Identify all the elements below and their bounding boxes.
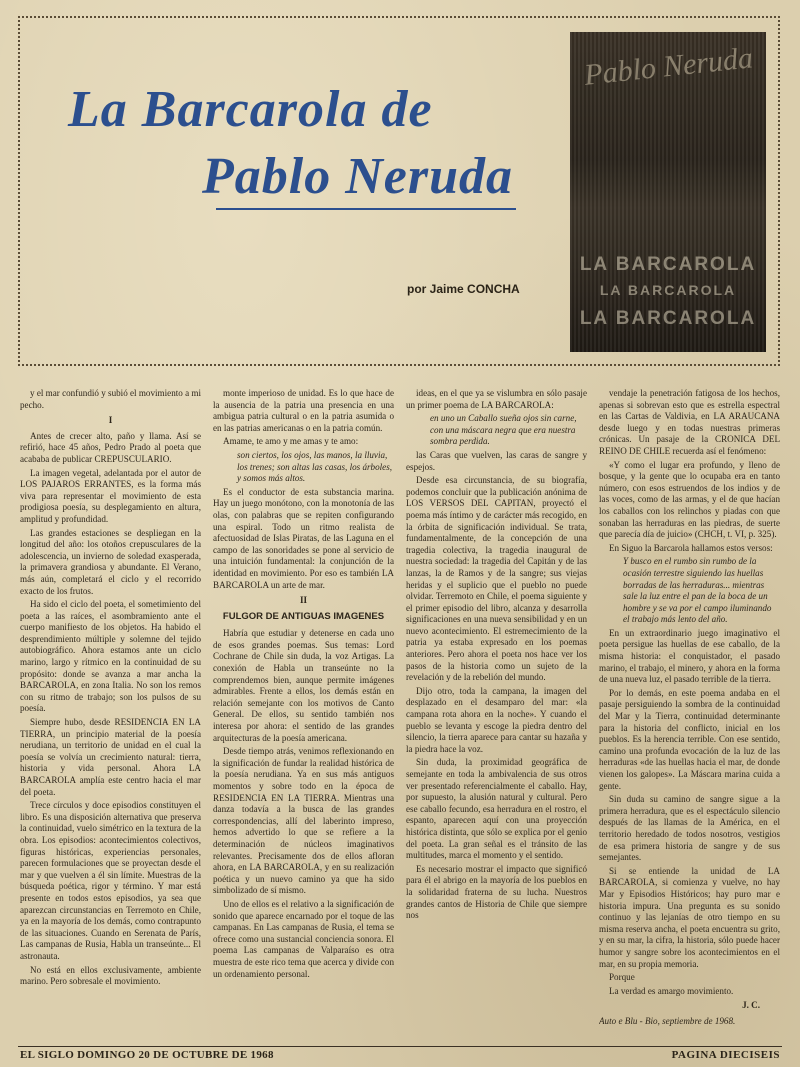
paragraph: Ha sido el ciclo del poeta, el sometimiento del poeta a las raíces, el asombramiento ante el cuerpo manifiesto de los objetos. Ha habido el desprendimiento múltiple y solemne del tejido autobiográfico. Ahora estamos ante un ciclo marino, largo y rítmico en la continuidad de su propósito: donde se avanza a mar ancha la BARCAROLA, en zona Italia. No son los remos con su ritmo de trabajo; son los pulsos de su poesía. <box>20 599 201 714</box>
footer-page-number: PAGINA DIECISEIS <box>671 1049 780 1061</box>
section-title: FULGOR DE ANTIGUAS IMAGENES <box>222 610 385 622</box>
paragraph: y el mar confundió y subió el movimiento a mi pecho. <box>20 388 201 410</box>
article-title-line-1: La Barcarola de <box>68 81 433 138</box>
paragraph: Desde esa circunstancia, de su biografía, podemos concluir que la publicación anónima de LOS VERSOS DEL CAPITAN, proyectó el poema más íntimo y de carácter más recogido, en la órbita de significación individual. Se trata, fundamentalmente, de la concepción de una tragedia colectiva, la tragedia inaugural de nuestra sociedad: la tragedia del Capitán y de las lanzas, la de Ramos y de la sangre; sus viejas heridas y el suplicio que el pueblo no puede olvidar. Terremoto en Chile, el poema siguiente y el primer episodio del libro, alcanza y desarrolla significaciones en una nueva sensibilidad y en un nuevo acontecimiento. El estremecimiento de la patria ya estaba expresado en los poemas anteriores. Pero ahora el poeta nos hace ver los pasos de la historia como un sujeto de la revelación y de la rebelión del mundo. <box>406 475 587 683</box>
paragraph: En Siguo la Barcarola hallamos estos versos: <box>609 542 773 553</box>
cover-title-line-2: LA BARCAROLA <box>599 282 737 298</box>
article-column-3 <box>406 388 587 1043</box>
paragraph: Trece círculos y doce episodios constituyen el libro. Es una disposición alternativa que preserva la continuidad, vuelo simétrico en la textura de la obra. Los episodios: acontecimientos colectivos, figuras históricas, experiencias personales, parecen formulaciones que se proyectan desde el mar y que vuelven a él sin límite. Muestras de la búsqueda poética, rigor y término. Y mar está presente en todos estos episodios, ya sea que aparezcan circunstancias en Terremoto en Chile, ya en la mayoría de los demás, como contrapunto de las situaciones. Cuando en Serenata de París, Las campanas de Rusia, Habla un transeúnte... El astronauta. <box>20 800 201 961</box>
section-number: I <box>108 415 113 426</box>
paragraph: las Caras que vuelven, las caras de sangre y espejos. <box>406 449 587 472</box>
section-number: II <box>299 595 308 606</box>
title-underline <box>216 208 516 210</box>
verse-quote: Y busco en el rumbo sin rumbo de la ocasión terrestre siguiendo las huellas borradas de las herraduras... mientras sale la luz entre el pan de la boca de un hombre y se va por el campo iluminando el trabajo más lento del año. <box>623 556 772 625</box>
article-column-2 <box>213 388 394 1043</box>
paragraph: Antes de crecer alto, paño y llama. Así se refirió, hace 45 años, Pedro Prado al poeta que acababa de publicar CREPUSCULARIO. <box>20 430 201 464</box>
byline: por Jaime CONCHA <box>407 282 520 296</box>
verse-quote: son ciertos, los ojos, las manos, la lluvia, los trenes; son altas las casas, los árboles, y somos más altos. <box>237 449 393 484</box>
article-column-1 <box>20 388 201 1043</box>
paragraph: Uno de ellos es el relativo a la significación de sonido que aparece encarnado por el toque de las campanas. En Las campanas de Rusia, el tema se ofrece como una sustancial conciencia sonora. El poema Las campanas de Valparaíso es otra muestra de este rico tema que acerca y divide con un ordenamiento personal. <box>213 898 394 979</box>
verse-quote: en uno un Caballo sueña ojos sin carne, con una máscara negra que era nuestra sombra perdida. <box>430 413 577 447</box>
paragraph: Es necesario mostrar el impacto que significó para él el abrigo en la mayoría de los pueblos en la solidaridad fraterna de su lucha. Nuestros grandes cantos de Historia de Chile que siempre nos <box>406 863 587 921</box>
paragraph: La imagen vegetal, adelantada por el autor de LOS PAJAROS ERRANTES, es la forma más viva para representar el movimiento de esta prodigiosa poesía, su desplegamiento en altura, amplitud y profundidad. <box>20 467 201 524</box>
paragraph: ideas, en el que ya se vislumbra en sólo pasaje un primer poema de LA BARCAROLA: <box>406 388 587 410</box>
paragraph: Desde tiempo atrás, venimos reflexionando en la significación de fundar la realidad histórica de la poesía nerudiana. Ya en sus más antiguos momentos y sobre todo en la época de RESIDENCIA EN LA TIERRA. Mientras una danza todavía a la busca de las grandes correspondencias, allí del laberinto impreso, hemos advertido lo que se refiere a la determinación de núcleos imaginativos relevantes. Precisamente dos de ellos afloran ahora, en LA BARCAROLA, y en su realización poética y un nuevo camino ya que ha sido simbolizado de sí mismo. <box>213 746 394 896</box>
paragraph: Siempre hubo, desde RESIDENCIA EN LA TIERRA, un principio material de la poesía nerudiana, un territorio de unidad en el cual la poesía se volvía un crecimiento natural: tierra, historia y vida personal. Ahora LA BARCAROLA amplía este centro hacia el mar del poeta. <box>20 717 201 797</box>
footer-publication-date: EL SIGLO DOMINGO 20 DE OCTUBRE DE 1968 <box>20 1049 274 1061</box>
author-signature: J. C. <box>742 1000 760 1011</box>
paragraph: La verdad es amargo movimiento. <box>609 985 734 996</box>
article-title-line-2: Pablo Neruda <box>202 148 513 205</box>
paragraph: No está en ellos exclusivamente, ambiente marino. Pero sobresale el movimiento. <box>20 964 201 987</box>
paragraph: monte imperioso de unidad. Es lo que hace de la ausencia de la patria una presencia en una ambigua patria cultural o en la patria asumida o en las patrias americanas o en la patria común. <box>213 388 394 433</box>
paragraph: Amame, te amo y me amas y te amo: <box>223 436 359 447</box>
article-body <box>20 388 780 1043</box>
paragraph: Dijo otro, toda la campana, la imagen del desplazado en el desamparo del mar: «la campana rota ahora en la noche». Y cuando el pueblo se levanta y escoge la piedra dentro del silencio, la tierra aparece para cantar su hazaña y la piedra hace la voz. <box>406 685 587 754</box>
article-column-4 <box>599 388 780 1043</box>
paragraph: «Y como el lugar era profundo, y lleno de bosque, y la gente que lo ocupaba era en tanto número, con esos estruendos de los indios y de las voces, como de las armas, y el de que hacían los caballos con los relinchos y piadas con que sonaban las herraduras en las piedras, de suerte que parecía día de juicio» (CHCH, t. VI, p. 325). <box>599 459 780 540</box>
paragraph: Habría que estudiar y detenerse en cada uno de esos grandes poemas. Sus temas: Lord Cochrane de Chile sin duda, la voz Artigas. La conexión de Habla un transeúnte no la comprendemos bien, aunque permite imágenes admirables. Frente a ellos, los demás están en relación semejante con los motivos de Canto General. De ellos, su sentido también nos interesa por ahora: el sentido de las grandes arquitecturas de la poesía americana. <box>213 628 394 743</box>
paragraph: Las grandes estaciones se despliegan en la longitud del año: los otoños crepusculares de la adolescencia, un invierno de soledad exasperada, la primavera grandiosa y abundante. El Verano, más aún, completará el ciclo y el recorrido exacto de los frutos. <box>20 527 201 596</box>
paragraph: Es el conductor de esta substancia marina. Hay un juego monótono, con la monotonía de las olas, con palabras que se repiten configurando una espiral. Todo un ritmo realista de afectuosidad de Islas Piratas, de las Laguna en el campo de las sonoridades se pone al servicio de una intuición fundamental: la conjunción de la identidad en movimiento. Por eso es también LA BARCAROLA un arte de mar. <box>213 486 394 590</box>
paragraph: En un extraordinario juego imaginativo el poeta persigue las huellas de ese caballo, de la misma historia: el conquistador, el pasado marino, el trabajo, el minero, y ahora en la forma de una nueva luz, el pasado terrible de la tierra. <box>599 627 780 685</box>
cover-title-line-3: LA BARCAROLA <box>579 308 757 329</box>
paragraph: Porque <box>609 972 635 983</box>
dateline: Auto e Blu - Bio, septiembre de 1968. <box>599 1015 736 1026</box>
cover-title-line-1: LA BARCAROLA <box>579 254 757 275</box>
paragraph: Por lo demás, en este poema andaba en el pasaje persiguiendo la sombra de la continuidad del Mar y la Tierra, continuidad determinante para la historia del conflicto, inicial en los pueblos. Es la herencia terrible. Con ese sentido, camino una profunda evocación de la luz de las herraduras «de las huellas hacia el mar, de donde vienen los galopes». La Máscara marina cuida a gente. <box>599 687 780 791</box>
footer-rule <box>18 1046 782 1047</box>
book-cover-image <box>570 32 766 352</box>
paragraph: Sin duda su camino de sangre sigue a la primera herradura, que es el espectáculo silencio después de las llamas de la América, en el territorio heredado de todos nosotros, vestigios de esa primera historia de sangre y de sus semejantes. <box>599 794 780 863</box>
paragraph: Sin duda, la proximidad geográfica de semejante en toda la ambivalencia de sus otros ver presentado referencialmente el caballo. Hay, por supuesto, la alusión natural y cultural. Pero ese caballo fecundo, esa herradura en el rostro, el espanto, aparecen aquí con una proyección histórica distinta, que sólo se explica por el genio del poeta. La gran señal es el tránsito de las multitudes, marca el momento y el sentido. <box>406 757 587 861</box>
cover-script-text: Pablo Neruda <box>582 41 755 92</box>
paragraph: vendaje la penetración fatigosa de los hechos, apenas si sobrevan esto que es estrella espectral en las Cartas de Valdivia, en LA ARAUCANA desde luego y en todas nuestras primeras crónicas. Un pasaje de la CRONICA DEL REINO DE CHILE recuerda así el fenómeno: <box>599 388 780 456</box>
paragraph: Si se entiende la unidad de LA BARCAROLA, si comienza y vuelve, no hay Mar y Episodios Históricos; hay puro mar e historia impura. Una pregunta es su sonido continuo y las lejanías de otro tiempo en su misma reserva ancha, el poeta encuentra su grito, y en su mar, la cifra, la historia, sólo puede hacer humor y sangre sobre los acontecimientos en el mar, en su propia memoria. <box>599 865 780 969</box>
